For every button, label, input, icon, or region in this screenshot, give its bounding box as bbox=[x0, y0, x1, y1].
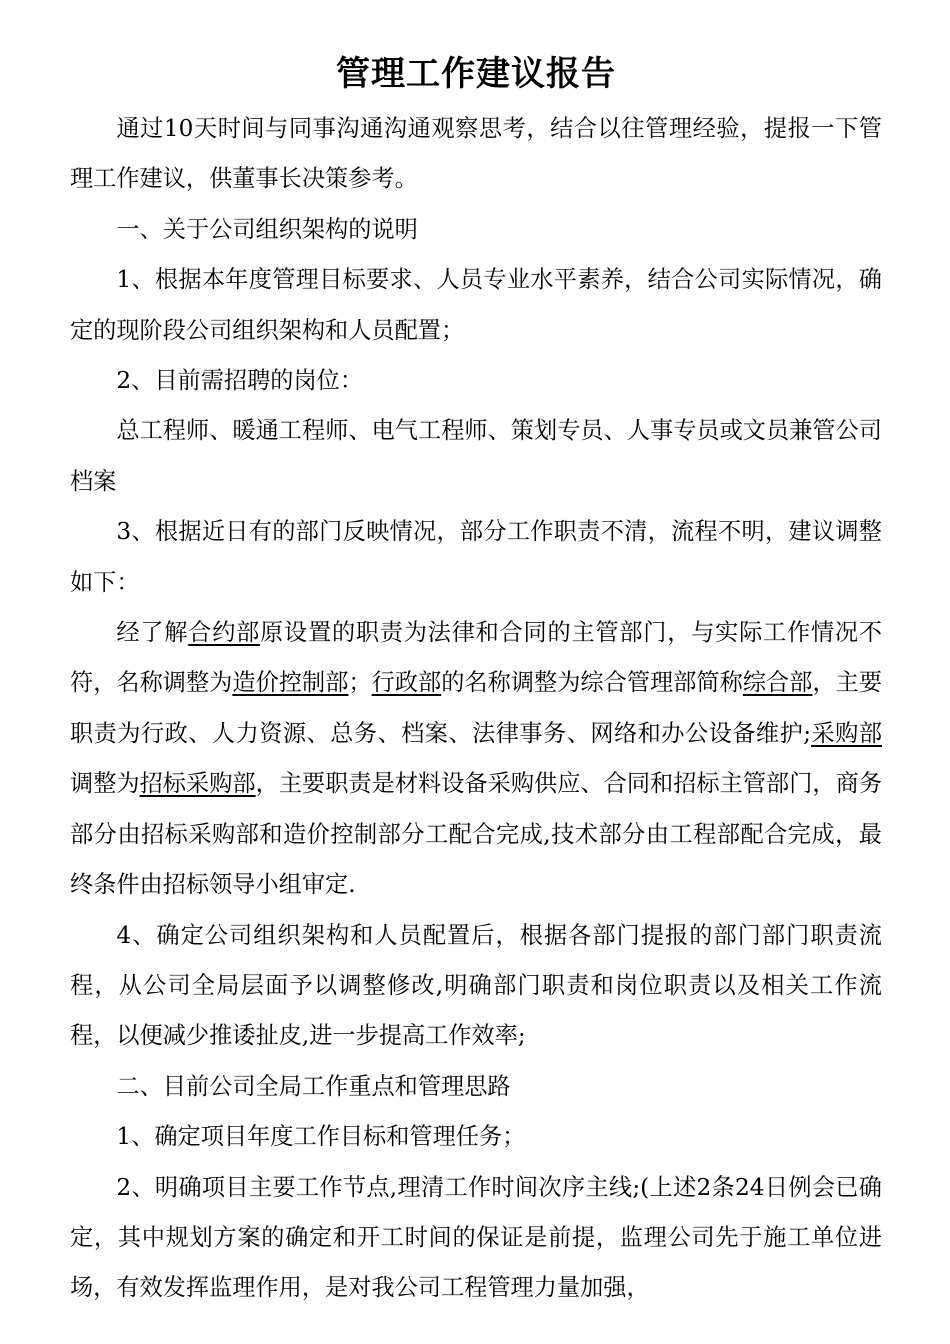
document-title: 管理工作建议报告 bbox=[336, 54, 616, 94]
section1-item2: 2、目前需招聘的岗位： bbox=[116, 367, 364, 395]
adjust-text-2: 原设置的职责为法律和合同的主管部门，与实际工作情况不符，名称调整为 bbox=[70, 619, 883, 697]
positions-paragraph: 总工程师、暖通工程师、电气工程师、策划专员、人事专员或文员兼管公司档案 bbox=[70, 417, 882, 495]
adjust-text-5: ，主要职责为行政、人力资源、总务、档案、法律事务、网络和办公设备维护; bbox=[70, 669, 883, 747]
adjust-text-7: ，主要职责是材料设备采购供应、合同和招标主管部门，商务部分由招标采购部和造价控制部分工配合完成,技术部分由工程部配合完成，最终条件由招标领导小组审定. bbox=[70, 770, 883, 899]
section2-item2: 2、明确项目主要工作节点,理清工作时间次序主线;(上述2条24日例会已确定，其中规划方案的确定和开工时间的保证是前提，监理公司先于施工单位进场，有效发挥监理作用，是对我公司工程管理力量加强， bbox=[70, 1173, 882, 1302]
dept-cost-control: 造价控制部 bbox=[232, 669, 349, 697]
document-page bbox=[70, 44, 882, 1314]
section1-heading: 一、关于公司组织架构的说明 bbox=[116, 215, 418, 243]
dept-tender-purchasing: 招标采购部 bbox=[139, 770, 256, 798]
adjust-text-4: 的名称调整为综合管理部简称 bbox=[441, 669, 743, 697]
section2-item1: 1、确定项目年度工作目标和管理任务； bbox=[116, 1123, 526, 1151]
section1-item1: 1、根据本年度管理目标要求、人员专业水平素养，结合公司实际情况，确定的现阶段公司组织架构和人员配置； bbox=[70, 266, 882, 344]
dept-purchasing: 采购部 bbox=[811, 719, 883, 747]
department-adjustment-paragraph bbox=[70, 608, 882, 910]
adjust-text-1: 经了解 bbox=[116, 619, 189, 647]
adjust-text-3: ； bbox=[348, 669, 372, 697]
intro-paragraph: 通过10天时间与同事沟通沟通观察思考，结合以往管理经验，提报一下管理工作建议，供董事长决策参考。 bbox=[70, 115, 882, 193]
adjust-text-6: 调整为 bbox=[70, 770, 140, 798]
section1-item4: 4、确定公司组织架构和人员配置后，根据各部门提报的部门部门职责流程，从公司全局层面予以调整修改,明确部门职责和岗位职责以及相关工作流程，以便减少推诿扯皮,进一步提高工作效率; bbox=[70, 921, 882, 1050]
section1-item3: 3、根据近日有的部门反映情况，部分工作职责不清，流程不明，建议调整如下： bbox=[70, 518, 882, 596]
section2-heading: 二、目前公司全局工作重点和管理思路 bbox=[116, 1072, 511, 1100]
dept-admin: 行政部 bbox=[371, 669, 442, 697]
dept-general: 综合部 bbox=[742, 669, 813, 697]
dept-contract: 合约部 bbox=[188, 619, 261, 647]
